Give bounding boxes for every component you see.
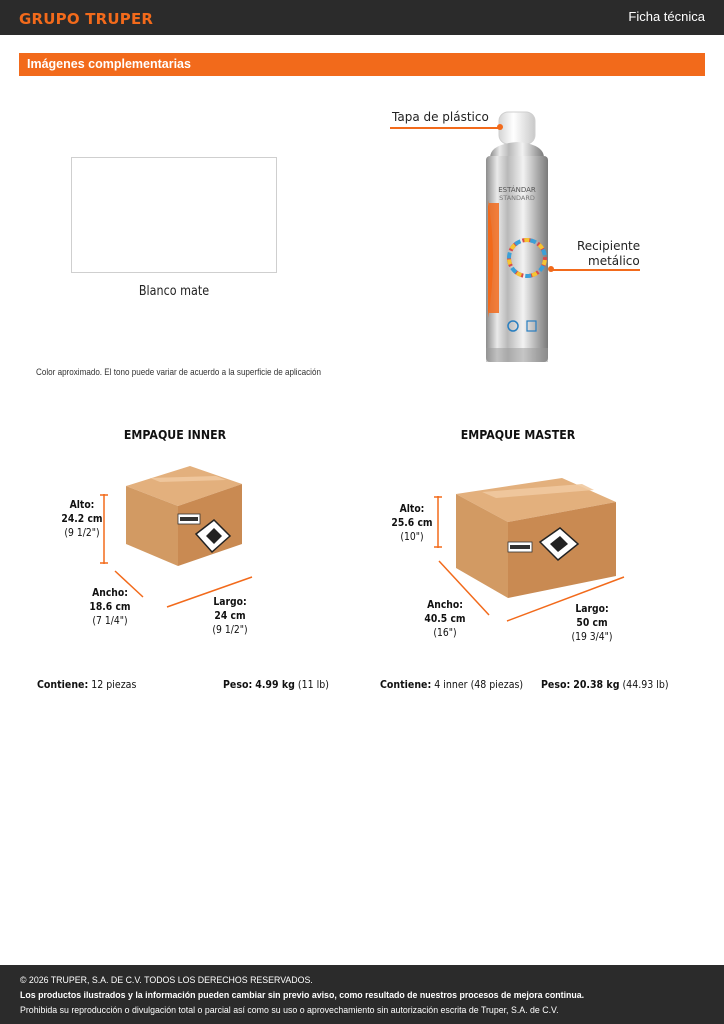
master-largo-in: (19 3/4") [571,631,613,643]
section-title: Imágenes complementarias [27,57,191,71]
inner-ancho-label: Ancho: [92,587,128,599]
inner-largo-label: Largo: [213,596,247,608]
master-height-label [386,502,439,544]
callout-body-line1: Recipiente [577,239,641,253]
master-peso-label: Peso: [541,679,571,691]
section-header [19,53,705,76]
footer-prohibition: Prohibida su reproducción o divulgación total o parcial así como su uso o aprovechamiento sin autorización escrita de Truper, S.A. de C.V. [20,1005,559,1015]
callout-body-line [552,269,640,271]
can-label-1: ESTÁNDAR [498,186,536,194]
master-ancho-in: (16") [433,627,457,639]
inner-box-image [120,462,250,572]
callout-cap: Tapa de plástico [392,110,489,124]
master-ancho-value: 40.5 cm [424,613,466,625]
master-largo-label: Largo: [575,603,609,615]
color-swatch [71,157,277,273]
master-peso-value: 20.38 kg [573,679,620,691]
brand-logo: GRUPO TRUPER [19,10,154,28]
master-contiene-value: 4 inner (48 piezas) [434,679,524,691]
inner-length-label [204,595,257,637]
can-label-2: STANDARD [499,194,535,202]
master-contents [380,679,523,691]
inner-peso-label: Peso: [223,679,253,691]
master-alto-value: 25.6 cm [391,517,433,529]
master-peso-lb: (44.93 lb) [622,679,669,691]
inner-alto-in: (9 1/2") [64,527,100,539]
master-weight [541,679,669,691]
inner-alto-value: 24.2 cm [61,513,103,525]
master-length-label [564,602,620,644]
master-largo-value: 50 cm [576,617,608,629]
inner-peso-value: 4.99 kg [255,679,295,691]
inner-title: EMPAQUE INNER [123,427,227,442]
spray-can-image [480,108,555,370]
master-alto-label: Alto: [399,503,425,515]
footer-copyright: © 2026 TRUPER, S.A. DE C.V. TODOS LOS DERECHOS RESERVADOS. [20,975,313,985]
inner-alto-label: Alto: [69,499,95,511]
inner-height-label [56,498,109,540]
master-alto-in: (10") [400,531,424,543]
inner-width-label [84,586,137,628]
master-ancho-label: Ancho: [427,599,463,611]
master-width-label [419,598,472,640]
callout-cap-dot [497,124,503,130]
footer [0,965,724,1024]
footer-disclaimer: Los productos ilustrados y la información pueden cambiar sin previo aviso, como resultado de nuestros procesos de mejora continua. [20,990,585,1000]
inner-contiene-label: Contiene: [37,679,89,691]
callout-body-line2: metálico [588,254,640,268]
inner-ancho-value: 18.6 cm [89,601,131,613]
inner-largo-in: (9 1/2") [212,624,248,636]
color-name: Blanco mate [138,284,210,299]
callout-body-dot [548,266,554,272]
inner-peso-lb: (11 lb) [297,679,329,691]
doc-type-label: Ficha técnica [628,9,705,24]
master-title: EMPAQUE MASTER [460,427,576,442]
callout-cap-line [390,127,500,129]
inner-weight [223,679,329,691]
inner-contiene-value: 12 piezas [91,679,137,691]
color-note: Color aproximado. El tono puede variar de acuerdo a la superficie de aplicación [36,367,321,377]
top-bar [0,0,724,35]
inner-largo-value: 24 cm [214,610,246,622]
master-contiene-label: Contiene: [380,679,432,691]
inner-ancho-in: (7 1/4") [92,615,128,627]
inner-contents [37,679,136,691]
